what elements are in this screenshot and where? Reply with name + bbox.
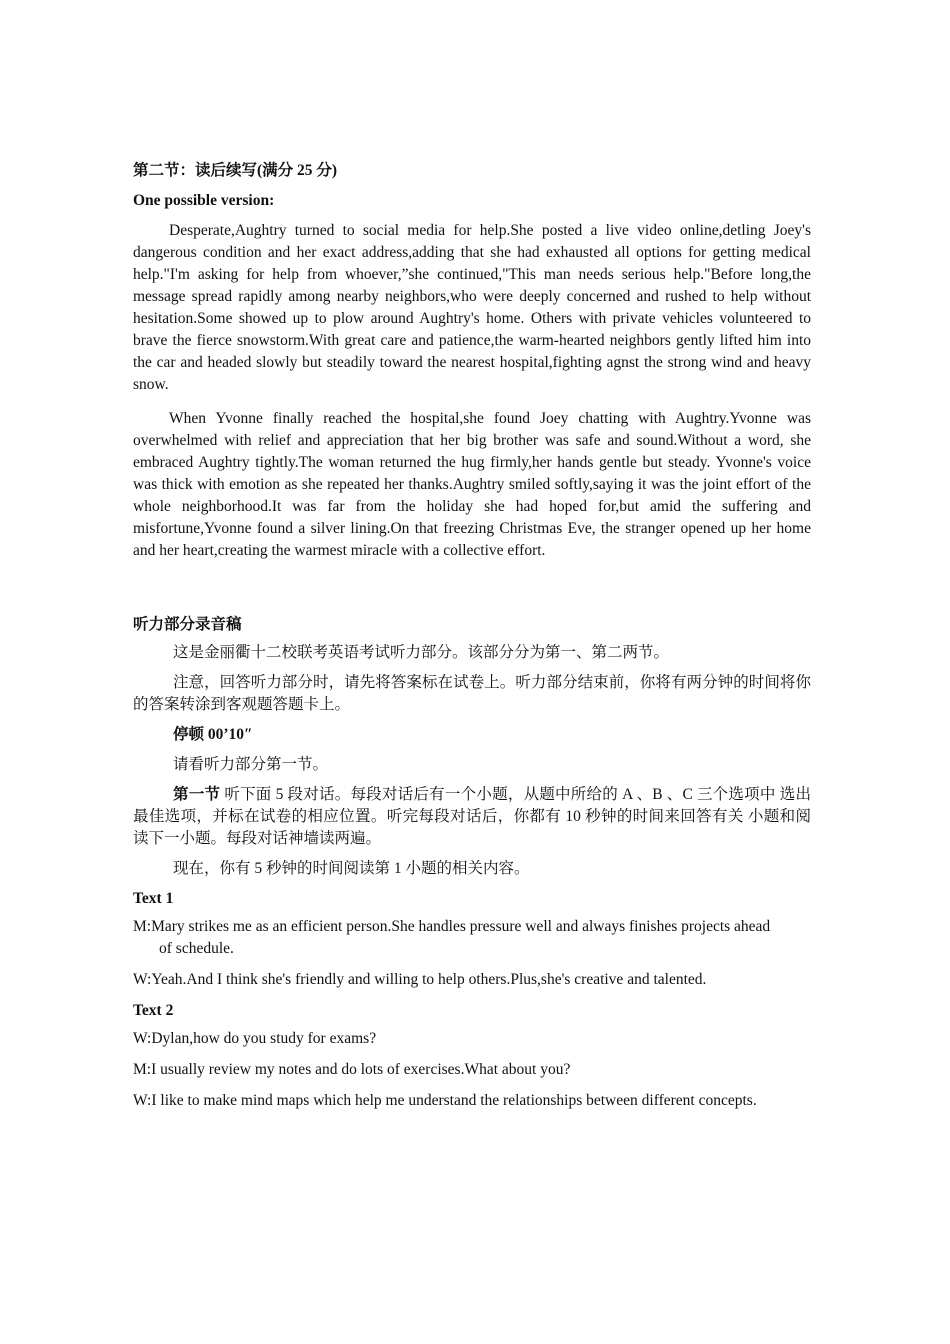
- see-part1: 请看听力部分第一节。: [173, 756, 329, 773]
- dialogue-line: W:I like to make mind maps which help me understand the relationships between different concepts.: [133, 1092, 757, 1109]
- listening-intro-1: 这是金丽衢十二校联考英语考试听力部分。该部分分为第一、第二两节。: [173, 644, 670, 661]
- dialogue-line: W:Dylan,how do you study for exams?: [133, 1030, 377, 1047]
- reading-time-note: 现在，你有 5 秒钟的时间阅读第 1 小题的相关内容。: [173, 860, 530, 877]
- section-title: 第二节：读后续写(满分 25 分): [133, 162, 338, 179]
- listening-intro-2: 注意，回答听力部分时，请先将答案标在试卷上。听力部分结束前，你将有两分钟的时间将你的答案转涂到客观题答题卡上。: [133, 674, 811, 713]
- document-page: [133, 160, 811, 1121]
- text2-title: Text 2: [133, 1002, 174, 1019]
- part1-text: 听下面 5 段对话。每段对话后有一个小题，从题中所给的 A 、B 、C 三个选项中 选出最佳选项，并标在试卷的相应位置。听完每段对话后，你都有 10 秒钟的时间来回答有关 小题和阅读下一小题。每段对话神墙读两遍。: [133, 786, 811, 847]
- dialogue-line: M:I usually review my notes and do lots of exercises.What about you?: [133, 1061, 571, 1078]
- pause-note: 停顿 00’10″: [173, 726, 253, 743]
- listening-title: 听力部分录音稿: [133, 616, 242, 633]
- version-label: One possible version:: [133, 192, 275, 209]
- part1-instructions: [133, 784, 811, 850]
- part1-label: 第一节: [173, 786, 221, 803]
- dialogue-line: M:Mary strikes me as an efficient person.She handles pressure well and always finishes projects ahead of schedule.: [133, 918, 771, 957]
- text1-title: Text 1: [133, 890, 174, 907]
- essay-paragraph-2: When Yvonne finally reached the hospital,she found Joey chatting with Aughtry.Yvonne was overwhelmed with relief and appreciation that her big brother was safe and sound.Without a word, she embraced Aughtry tightly.The woman returned the hug firmly,her hands gentle but steady. Yvonne's voice was thick with emotion as she repeated her thanks.Aughtry smiled softly,saying it was the joint effort of the whole neighborhood.It was far from the holiday she had hoped for,but amid the suffering and misfortune,Yvonne found a silver lining.On that freezing Christmas Eve, the stranger opened up her home and her heart,creating the warmest miracle with a collective effort.: [133, 410, 811, 559]
- dialogue-line: W:Yeah.And I think she's friendly and willing to help others.Plus,she's creative and talented.: [133, 971, 707, 988]
- essay-paragraph-1: Desperate,Aughtry turned to social media for help.She posted a live video online,detling Joey's dangerous condition and her exact address,adding that she had exhausted all options for getting medical help."I'm asking for help from whoever,”she continued,"This man needs serious help."Before long,the message spread rapidly among nearby neighbors,who were deeply concerned and rushed to help without hesitation.Some showed up to plow around Aughtry's home. Others with private vehicles volunteered to brave the fierce snowstorm.With great care and patience,the warm-hearted neighbors gently lifted him into the car and headed slowly but steadily toward the nearest hospital,fighting agnst the strong wind and heavy snow.: [133, 222, 811, 393]
